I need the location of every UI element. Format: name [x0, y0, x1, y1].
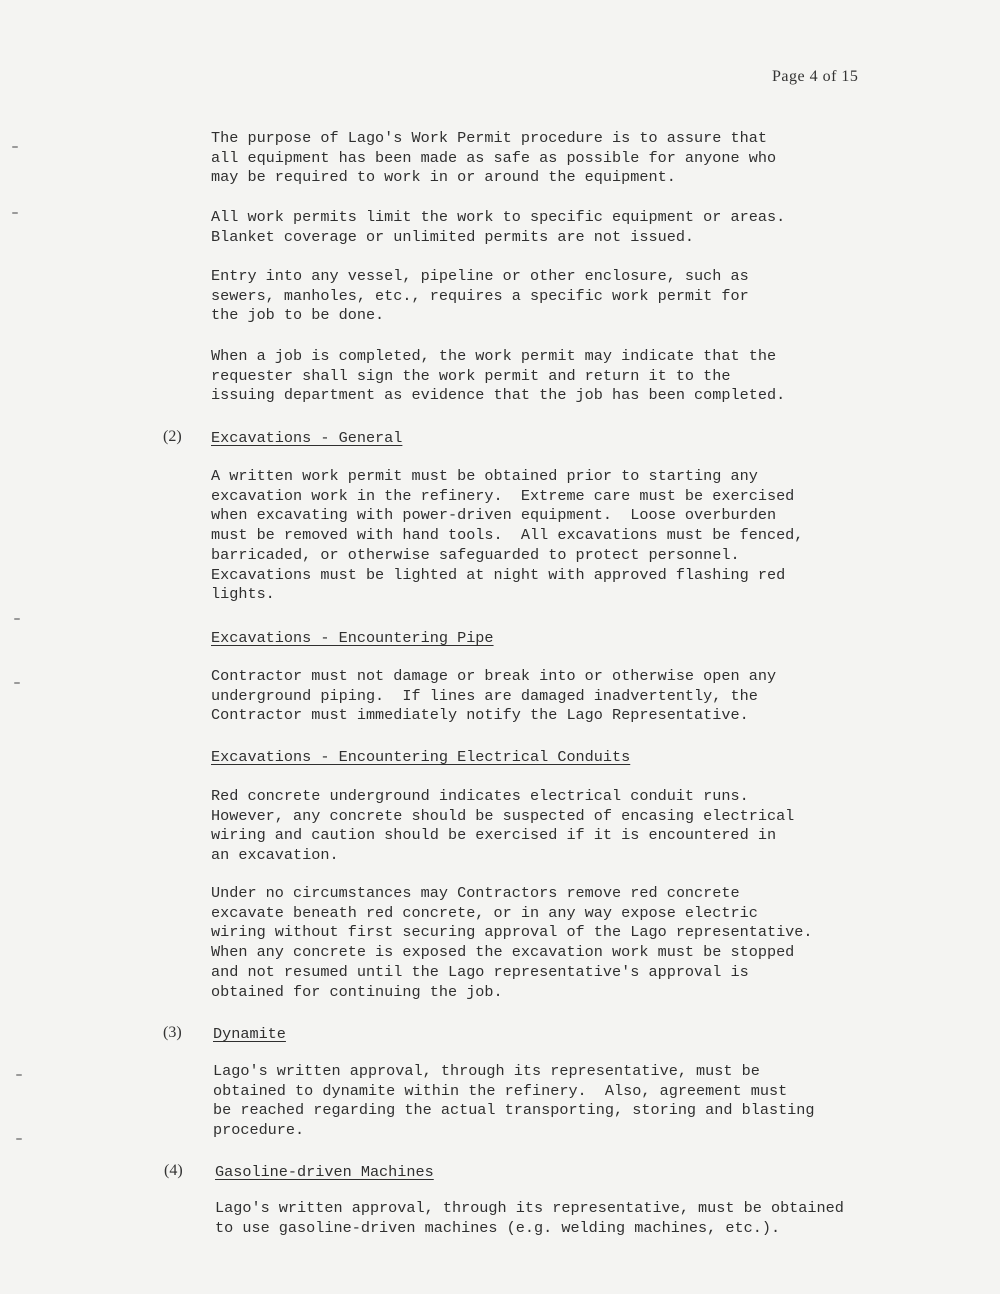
section-3-body: Lago's written approval, through its representative, must be obtained to dynamite within the refinery. Also, agreement must be reached regarding the actual transporting, storing and blasting procedure.: [213, 1062, 815, 1140]
section-2-heading: Excavations - General: [211, 429, 403, 447]
encountering-electrical-body-2: Under no circumstances may Contractors remove red concrete excavate beneath red concrete, or in any way expose electric wiring without first securing approval of the Lago representative. When any concrete is exposed the excavation work must be stopped and not resumed until the Lago representative's approval is obtained for continuing the job.: [211, 884, 813, 1001]
scan-mark: [16, 1138, 22, 1140]
intro-paragraph-limits: All work permits limit the work to specific equipment or areas. Blanket coverage or unlimited permits are not issued.: [211, 208, 786, 246]
intro-paragraph-purpose: The purpose of Lago's Work Permit procedure is to assure that all equipment has been made as safe as possible for anyone who may be required to work in or around the equipment.: [211, 129, 777, 187]
encountering-pipe-body: Contractor must not damage or break into or otherwise open any underground piping. If lines are damaged inadvertently, the Contractor must immediately notify the Lago Representative.: [211, 667, 777, 725]
encountering-pipe-heading: Excavations - Encountering Pipe: [211, 629, 494, 647]
section-3-heading: Dynamite: [213, 1025, 286, 1043]
section-4-body: Lago's written approval, through its representative, must be obtained to use gasoline-driven machines (e.g. welding machines, etc.).: [215, 1199, 844, 1237]
scan-mark: [16, 1074, 22, 1076]
page-number: Page 4 of 15: [772, 68, 859, 85]
intro-paragraph-entry: Entry into any vessel, pipeline or other enclosure, such as sewers, manholes, etc., requires a specific work permit for the job to be done.: [211, 267, 749, 325]
section-4-number: (4): [164, 1162, 183, 1179]
encountering-electrical-body-1: Red concrete underground indicates electrical conduit runs. However, any concrete should be suspected of encasing electrical wiring and caution should be exercised if it is encountered in an excavation.: [211, 787, 795, 865]
scan-mark: [14, 682, 20, 684]
encountering-electrical-heading: Excavations - Encountering Electrical Conduits: [211, 748, 631, 766]
section-4-heading: Gasoline-driven Machines: [215, 1163, 434, 1181]
scan-mark: [14, 618, 20, 620]
scan-mark: [12, 146, 18, 148]
section-2-number: (2): [163, 428, 182, 445]
intro-paragraph-completion: When a job is completed, the work permit may indicate that the requester shall sign the work permit and return it to the issuing department as evidence that the job has been completed.: [211, 347, 786, 405]
section-3-number: (3): [163, 1024, 182, 1041]
scan-mark: [12, 212, 18, 214]
section-2-body: A written work permit must be obtained prior to starting any excavation work in the refinery. Extreme care must be exercised when excavating with power-driven equipment. Loose overburden must be removed with hand tools. All excavations must be fenced, barricaded, or otherwise safeguarded to protect personnel. Excavations must be lighted at night with approved flashing red lights.: [211, 467, 804, 604]
